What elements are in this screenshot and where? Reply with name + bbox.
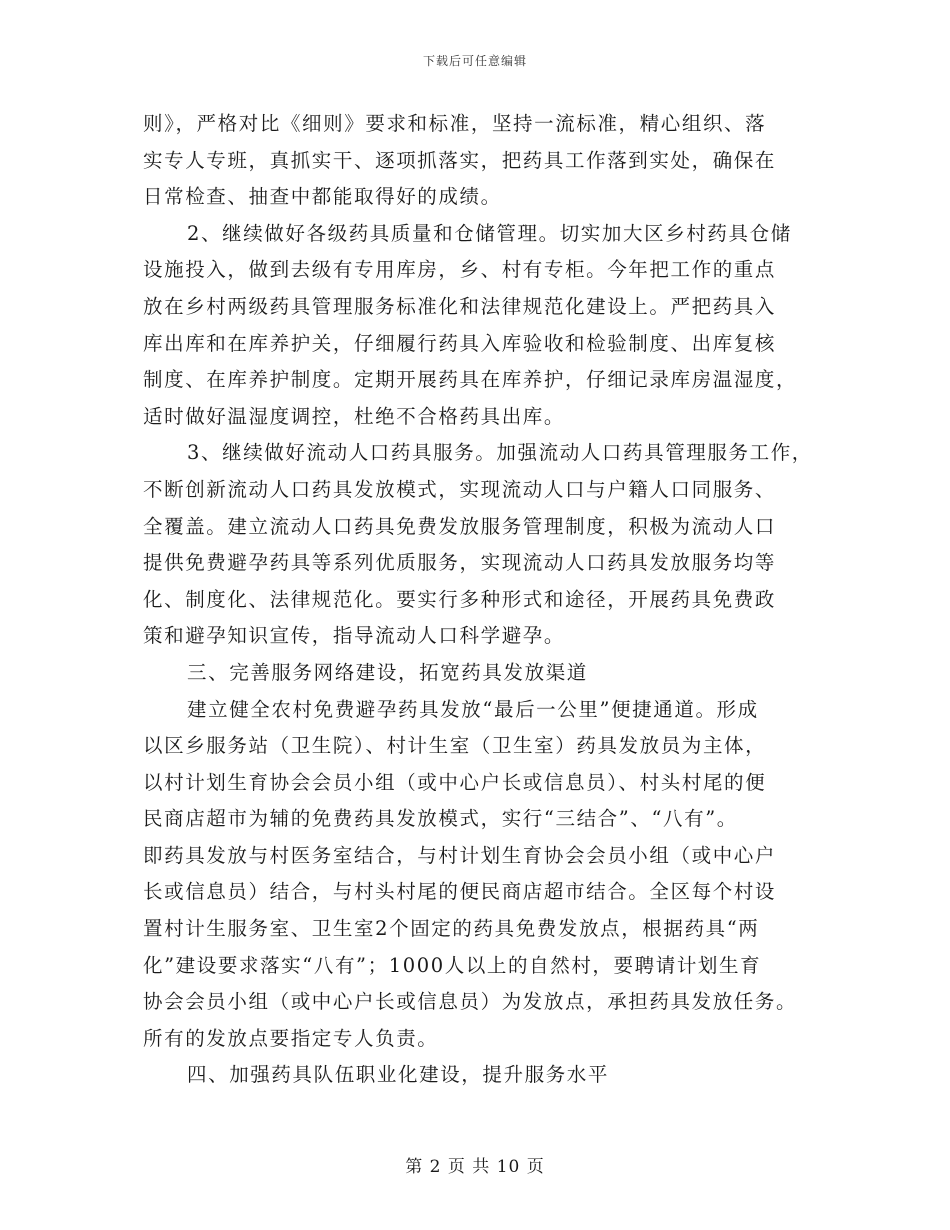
body-line: 即药具发放与村医务室结合，与村计划生育协会会员小组（或中心户 xyxy=(143,843,777,867)
body-line: 置村计生服务室、卫生室2个固定的药具免费发放点，根据药具“两 xyxy=(143,917,760,941)
document-body xyxy=(143,106,811,1094)
paragraph-start-line: 建立健全农村免费避孕药具发放“最后一公里”便捷通道。形成 xyxy=(187,697,759,721)
body-line: 长或信息员）结合，与村头村尾的便民商店超市结合。全区每个村设 xyxy=(143,880,777,904)
body-line: 适时做好温湿度调控，杜绝不合格药具出库。 xyxy=(143,404,566,428)
body-line: 所有的发放点要指定专人负责。 xyxy=(143,1026,439,1050)
body-line: 化、制度化、法律规范化。要实行多种形式和途径，开展药具免费政 xyxy=(143,587,777,611)
body-line: 实专人专班，真抓实干、逐项抓落实，把药具工作落到实处，确保在 xyxy=(143,148,777,172)
body-line: 制度、在库养护制度。定期开展药具在库养护，仔细记录库房温湿度， xyxy=(143,368,798,392)
section-heading: 三、完善服务网络建设，拓宽药具发放渠道 xyxy=(187,660,588,684)
body-line: 化”建设要求落实“八有”；1000人以上的自然村，要聘请计划生育 xyxy=(143,953,762,977)
paragraph-start-line: 3、继续做好流动人口药具服务。加强流动人口药具管理服务工作， xyxy=(187,441,813,465)
body-line: 协会会员小组（或中心户长或信息员）为发放点，承担药具发放任务。 xyxy=(143,990,798,1014)
body-line: 策和避孕知识宣传，指导流动人口科学避孕。 xyxy=(143,624,566,648)
section-heading: 四、加强药具队伍职业化建设，提升服务水平 xyxy=(187,1063,610,1087)
page-footer: 第 2 页 共 10 页 xyxy=(405,1157,545,1177)
paragraph-start-line: 2、继续做好各级药具质量和仓储管理。切实加大区乡村药具仓储 xyxy=(187,221,792,245)
body-line: 以村计划生育协会会员小组（或中心户长或信息员）、村头村尾的便 xyxy=(143,770,767,794)
body-line: 以区乡服务站（卫生院）、村计生室（卫生室）药具发放员为主体， xyxy=(143,734,767,758)
body-line: 全覆盖。建立流动人口药具免费发放服务管理制度，积极为流动人口 xyxy=(143,514,777,538)
body-line: 库出库和在库养护关，仔细履行药具入库验收和检验制度、出库复核 xyxy=(143,331,777,355)
body-line: 设施投入，做到去级有专用库房，乡、村有专柜。今年把工作的重点 xyxy=(143,258,777,282)
body-line: 提供免费避孕药具等系列优质服务，实现流动人口药具发放服务均等 xyxy=(143,551,777,575)
body-line: 放在乡村两级药具管理服务标准化和法律规范化建设上。严把药具入 xyxy=(143,294,777,318)
page-header: 下载后可任意编辑 xyxy=(422,54,527,68)
body-line: 日常检查、抽查中都能取得好的成绩。 xyxy=(143,185,502,209)
body-line: 不断创新流动人口药具发放模式，实现流动人口与户籍人口同服务、 xyxy=(143,477,777,501)
body-line: 则》，严格对比《细则》要求和标准，坚持一流标准，精心组织、落 xyxy=(143,112,767,135)
body-line: 民商店超市为辅的免费药具发放模式，实行“三结合”、“八有”。 xyxy=(143,807,738,831)
